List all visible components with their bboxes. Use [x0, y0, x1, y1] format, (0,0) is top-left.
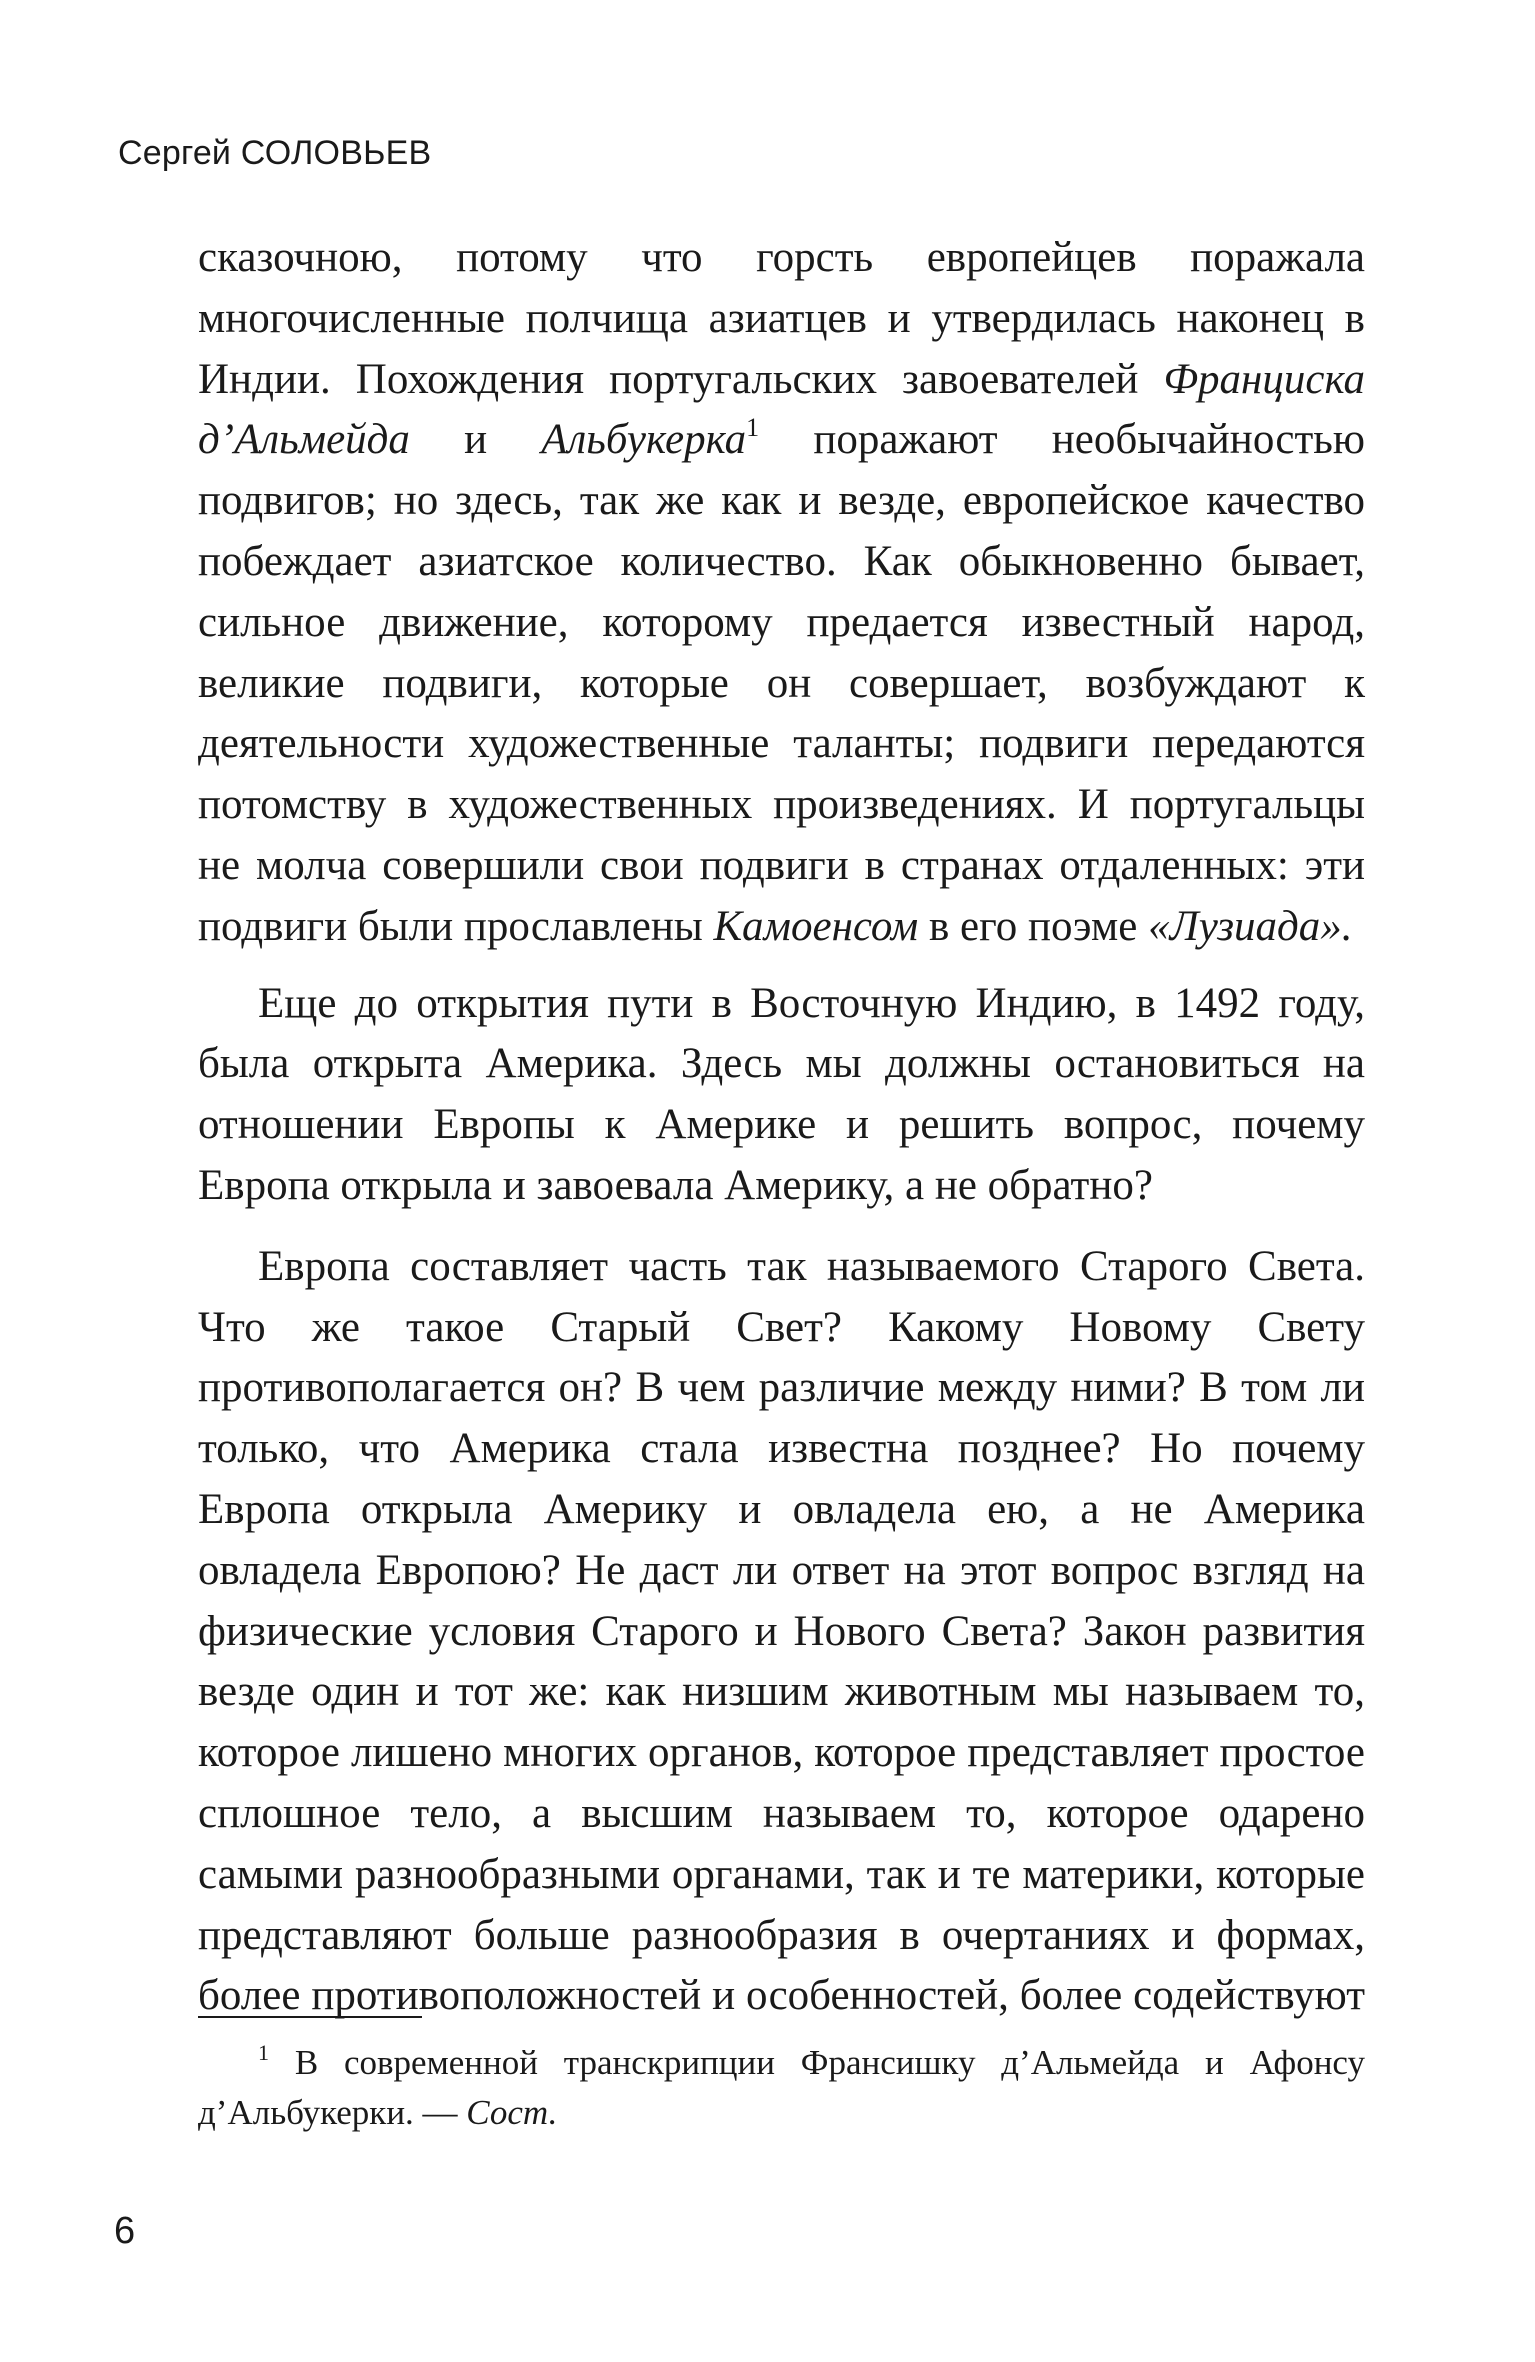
footnote-body: [198, 2038, 1365, 2138]
person-name: Камоенсом: [713, 902, 919, 950]
footnote-marker: 1: [258, 2040, 269, 2065]
running-head: Сергей СОЛОВЬЕВ: [118, 134, 432, 172]
paragraph-text: сказочною, потому что горсть европейцев поражала многочисленные полчища азиатцев и утвердилась наконец в Индии. Похождения португальских завоевателей: [198, 234, 1365, 403]
footnote-text: В современной транскрипции Франсишку д’Альмейда и Афонсу д’Альбукерки. —: [198, 2043, 1365, 2132]
paragraph-text: и: [409, 416, 542, 464]
footnote-reference: 1: [746, 413, 760, 443]
footnote-separator: [198, 2016, 422, 2018]
footnote-source: Сост.: [466, 2093, 558, 2132]
paragraph-text: поражают необычайностью подвигов; но здесь, так же как и везде, европейское качество побеждает азиатское количество. Как обыкновенно бывает, сильное движение, которому предается известный народ, великие подвиги, которые он совершает, возбуждают к деятельности художественные таланты; подвиги передаются потомству в художественных произведениях. И португальцы не молча совершили свои подвиги в странах отдаленных: эти подвиги были прославлены: [198, 416, 1365, 950]
body-text: [198, 228, 1365, 2039]
paragraph-continued: [198, 228, 1365, 958]
paragraph: Европа составляет часть так называемого Старого Света. Что же такое Старый Свет? Какому Новому Свету противополагается он? В чем различие между ними? В том ли только, что Америка стала известна позднее? Но почему Европа открыла Америку и овладела ею, а не Америка овладела Европою? Не даст ли ответ на этот вопрос взгляд на физические условия Старого и Нового Света? Закон развития везде один и тот же: как низшим животным мы называем то, которое лишено многих органов, которое представляет простое сплошное тело, а высшим называем то, которое одарено самыми разнообразными органами, так и те материки, которые представляют больше разнообразия в очертаниях и формах, более противоположностей и особенностей, более содействуют: [198, 1242, 1365, 2020]
poem-title: «Лузиада».: [1148, 902, 1353, 950]
person-name: Франциска д’Альмейда: [198, 355, 1365, 464]
footnote: [198, 2038, 1365, 2138]
paragraph-text: в его поэме: [918, 902, 1149, 950]
person-name: Альбукерка: [541, 416, 747, 464]
paragraph: Еще до открытия пути в Восточную Индию, в 1492 году, была открыта Америка. Здесь мы должны остановиться на отношении Европы к Америке и решить вопрос, почему Европа открыла и завоевала Америку, а не обратно?: [198, 979, 1365, 1209]
page-number: 6: [114, 2210, 136, 2252]
